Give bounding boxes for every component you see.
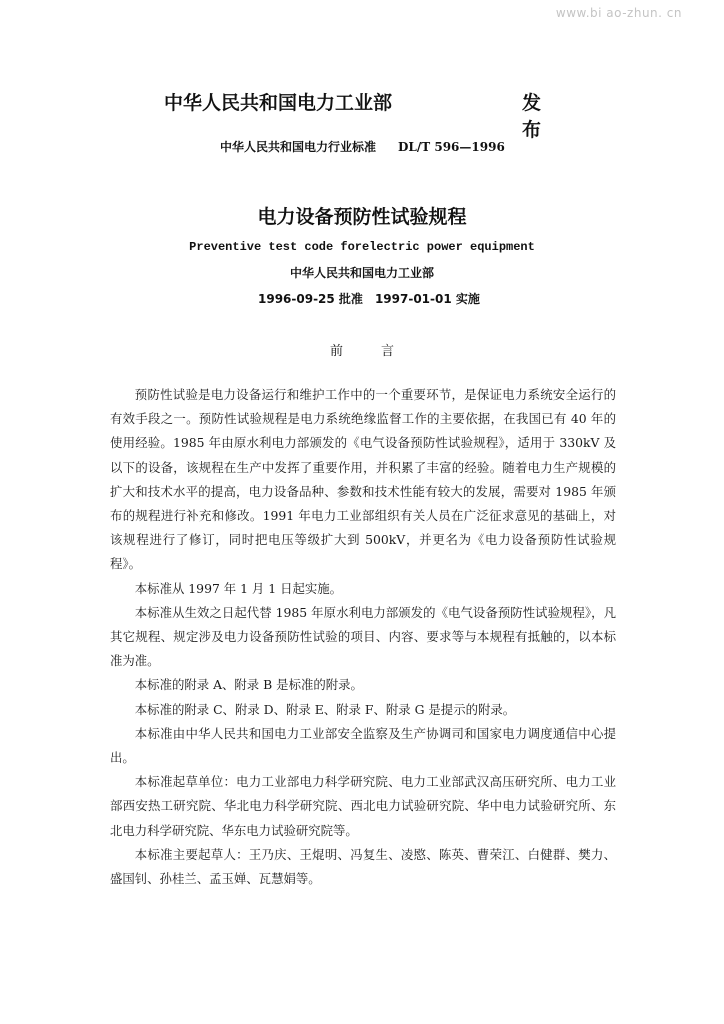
- foreword-paragraph: 本标准从 1997 年 1 月 1 日起实施。: [134, 580, 343, 596]
- foreword-body: [110, 383, 616, 891]
- standard-line: [220, 138, 505, 155]
- watermark: www.bi ao-zhun. cn: [555, 6, 682, 20]
- foreword-paragraph: 本标准从生效之日起代替 1985 年原水利电力部颁发的《电气设备预防性试验规程》，凡其它规程、规定涉及电力设备预防性试验的项目、内容、要求等与本规程有抵触的，以本标准为准。: [110, 604, 616, 669]
- effective-date: 1997-01-01 实施: [374, 292, 480, 306]
- issuer-name: 中华人民共和国电力工业部: [164, 92, 393, 114]
- document-title: 电力设备预防性试验规程: [257, 206, 467, 228]
- standard-code: DL/T 596—1996: [398, 140, 505, 154]
- foreword-paragraph: 本标准的附录 C、附录 D、附录 E、附录 F、附录 G 是提示的附录。: [134, 701, 516, 717]
- document-organization: 中华人民共和国电力工业部: [289, 266, 434, 280]
- document-title-english: Preventive test code forelectric power equipment: [189, 240, 535, 254]
- foreword-paragraph: 本标准的附录 A、附录 B 是标准的附录。: [134, 677, 363, 693]
- foreword-paragraph: 本标准起草单位：电力工业部电力科学研究院、电力工业部武汉高压研究所、电力工业部西安热工研究院、华北电力科学研究院、西北电力试验研究院、华中电力试验研究所、东北电力科学研究院、华东电力试验研究院等。: [110, 774, 616, 838]
- foreword-paragraph: 本标准由中华人民共和国电力工业部安全监察及生产协调司和国家电力调度通信中心提出。: [110, 725, 616, 766]
- approval-date: 1996-09-25 批准: [258, 292, 363, 306]
- document-dates: [258, 290, 480, 307]
- foreword-paragraph: 本标准主要起草人：王乃庆、王焜明、冯复生、凌愍、陈英、曹荣江、白健群、樊力、盛国钊、孙桂兰、孟玉婵、瓦慧娟等。: [110, 846, 616, 887]
- issuer-header: [164, 88, 584, 141]
- issue-label: 发布: [522, 92, 560, 141]
- foreword-heading: 前言: [329, 344, 432, 359]
- standard-label: 中华人民共和国电力行业标准: [220, 140, 377, 154]
- foreword-paragraph: 预防性试验是电力设备运行和维护工作中的一个重要环节，是保证电力系统安全运行的有效手段之一。预防性试验规程是电力系统绝缘监督工作的主要依据，在我国已有 40 年的使用经验。1985 年由原水利电力部颁发的《电气设备预防性试验规程》，适用于 330kV 及以下的设备，该规程在生产中发挥了重要作用，并积累了丰富的经验。随着电力生产规模的扩大和技术水平的提高，电力设备品种、参数和技术性能有较大的发展，需要对 1985 年颁布的规程进行补充和修改。1991 年电力工业部组织有关人员在广泛征求意见的基础上，对该规程进行了修订，同时把电压等级扩大到 500kV，并更名为《电力设备预防性试验规程》。: [110, 387, 616, 572]
